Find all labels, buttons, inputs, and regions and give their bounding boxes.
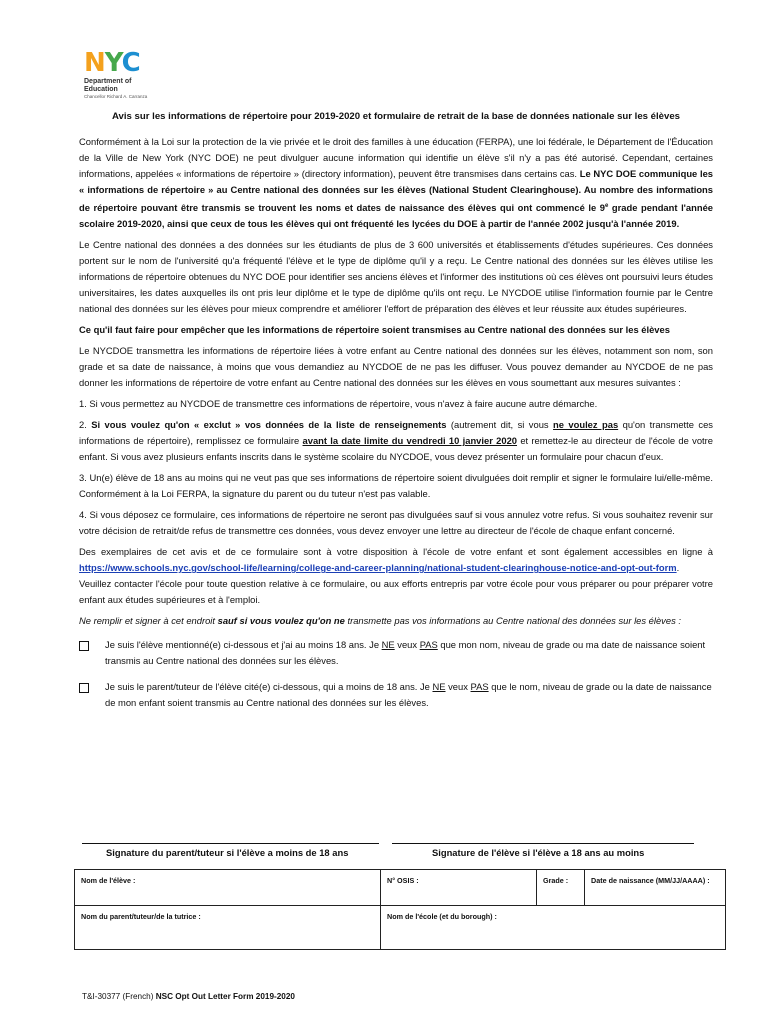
grade-field[interactable]: Grade : [537,870,585,906]
student-info-table [74,869,726,950]
option-parent [79,679,713,711]
school-name-field[interactable]: Nom de l'école (et du borough) : [381,906,726,950]
dob-field[interactable]: Date de naissance (MM/JJ/AAAA) : [585,870,726,906]
document-body [79,110,713,721]
parent-name-field[interactable]: Nom du parent/tuteur/de la tutrice : [75,906,381,950]
logo-chancellor: Chancellor Richard A. Carranza [84,94,148,99]
list-item-4: 4. Si vous déposez ce formulaire, ces informations de répertoire ne seront pas divulguées sauf si vous annulez votre refus. Si vous souhaitez revenir sur votre décision de retrait/de refus de transmettre ces données, vous devez envoyer une lettre au directeur de l'école de chaque enfant concerné. [79,509,713,537]
nyc-wordmark: NYC [84,48,140,78]
parent-signature-label: Signature du parent/tuteur si l'élève a moins de 18 ans [106,847,349,858]
parent-signature-line[interactable] [82,843,379,844]
paragraph-ferpa: Conformément à la Loi sur la protection de la vie privée et le droit des familles à une éducation (FERPA), une loi fédérale, le Département de l'Éducation de la Ville de New York (NYC DOE) ne peut divulguer aucune information qui identifie un élève s'il n'y a pas été autorisé. Cependant, certaines informations, appelées « informations de répertoire » (directory information), peuvent être transmises dans certains cas. Le NYC DOE communique les « informations de répertoire » au Centre national des données sur les élèves (National Student Clearinghouse). Au nombre des informations de répertoire pouvant être transmis se trouvent les noms et dates de naissance des élèves qui ont commencé le 9e grade pendant l'année scolaire 2019-2020, ainsi que ceux de tous les élèves qui ont fréquenté les lycées du DOE à partir de l'année 2002 jusqu'à l'année 2019. [79,136,713,230]
checkbox-student[interactable] [79,641,89,651]
document-title: Avis sur les informations de répertoire pour 2019-2020 et formulaire de retrait de la base de données nationale sur les élèves [111,111,681,122]
student-name-field[interactable]: Nom de l'élève : [75,870,381,906]
list-item-3: 3. Un(e) élève de 18 ans au moins qui ne veut pas que ses informations de répertoire soient divulguées doit remplir et signer le formulaire lui/elle-même. Conformément à la Loi FERPA, la signature du parent ou du tuteur n'est pas valable. [79,472,713,500]
student-signature-label: Signature de l'élève si l'élève a 18 ans au moins [432,847,645,858]
option-parent-text: Je suis le parent/tuteur de l'élève cité(e) ci-dessous, qui a moins de 18 ans. Je NE veux PAS que le nom, niveau de grade ou la date de naissance de mon enfant soient transmis au Centre national des données sur les élèves. [105,681,712,709]
list-item-2: 2. Si vous voulez qu'on « exclut » vos données de la liste de renseignements (autrement dit, si vous ne voulez pas qu'on transmette ces informations de répertoire), remplissez ce formulaire avant la date limite du vendredi 10 janvier 2020 et remettez-le au directeur de l'école de votre enfant. Si vous avez plusieurs enfants inscrits dans le système scolaire du NYCDOE, vous devez présenter un formulaire pour chacun d'eux. [79,419,713,463]
option-student [79,637,713,669]
checkbox-parent[interactable] [79,683,89,693]
footer: T&I-30377 (French) NSC Opt Out Letter Form 2019-2020 [82,992,295,1001]
option-student-text: Je suis l'élève mentionné(e) ci-dessous et j'ai au moins 18 ans. Je NE veux PAS que mon nom, niveau de grade ou ma date de naissance soient transmis au Centre national des données sur les élèves. [105,639,706,667]
student-signature-line[interactable] [392,843,694,844]
fill-instruction: Ne remplir et signer à cet endroit sauf si vous voulez qu'on ne transmette pas vos informations au Centre national des données sur les élèves : [79,615,681,627]
paragraph-transmission: Le NYCDOE transmettra les informations de répertoire liées à votre enfant au Centre national des données sur les élèves, notamment son nom, son grade et sa date de naissance, à moins que vous demandiez au NYCDOE de ne pas les diffuser. Vous pouvez demander au NYCDOE de ne pas donner les informations de répertoire de votre enfant au Centre national des données sur les élèves en vous soumettant aux mesures suivantes : [79,345,713,389]
list-item-1: 1. Si vous permettez au NYCDOE de transmettre ces informations de répertoire, vous n'avez à faire aucune autre démarche. [79,398,598,410]
section-heading: Ce qu'il faut faire pour empêcher que les informations de répertoire soient transmises au Centre national des données sur les élèves [79,324,670,336]
paragraph-availability: Des exemplaires de cet avis et de ce formulaire sont à votre disposition à l'école de votre enfant et sont également accessibles en ligne à https://www.schools.nyc.gov/school-life/learning/college-and-career-planning/national-student-clearinghouse-notice-and-opt-out-form. Veuillez contacter l'école pour toute question relative à ce formulaire, ou aux efforts entrepris par votre école pour vous préparer ou pour préparer votre enfant aux études supérieures et à l'emploi. [79,546,713,606]
paragraph-clearinghouse: Le Centre national des données a des données sur les étudiants de plus de 3 600 universités et établissements d'études supérieures. Ces données portent sur le nom de l'université qu'a fréquenté l'élève et le type de diplôme qu'il y a reçu. Le Centre national des données sur les élèves utilise les informations de répertoire obtenues du NYC DOE pour identifier ses anciens élèves et l'informer des institutions où ces élèves ont poursuivi leurs études universitaires, les dates auxquelles ils ont pris leur diplôme et le type de diplôme qu'ils ont reçu. Le NYCDOE utilise l'information fournie par le Centre national des données sur les élèves pour mieux comprendre et améliorer l'effort de préparation des élèves et leur réussite aux études supérieures. [79,239,713,315]
signature-row [82,843,694,863]
nyc-doe-logo [84,50,154,100]
osis-field[interactable]: N° OSIS : [381,870,537,906]
form-url-link[interactable]: https://www.schools.nyc.gov/school-life/learning/college-and-career-planning/national-student-clearinghouse-notice-and-opt-out-form [79,562,677,574]
logo-department: Department of Education [84,78,132,93]
